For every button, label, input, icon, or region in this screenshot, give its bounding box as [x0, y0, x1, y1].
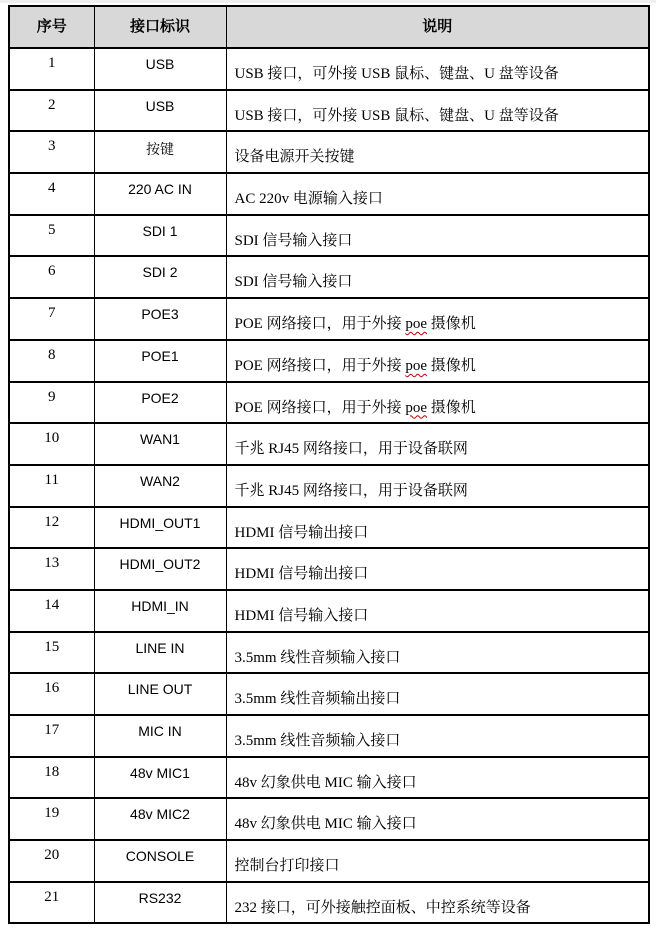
cell-no: 8 [9, 340, 94, 382]
cell-id: HDMI_OUT2 [94, 548, 226, 590]
cell-desc: SDI 信号输入接口 [226, 215, 649, 257]
cell-desc: 3.5mm 线性音频输出接口 [226, 673, 649, 715]
misspelled-word: poe [405, 399, 428, 416]
cell-no: 2 [9, 90, 94, 132]
table-row [9, 131, 649, 173]
table-row [9, 340, 649, 382]
cell-no: 4 [9, 173, 94, 215]
table-row [9, 48, 649, 90]
cell-desc: POE 网络接口，用于外接 poe 摄像机 [226, 382, 649, 424]
table-row [9, 90, 649, 132]
page-edge-strip [0, 0, 656, 3]
cell-id: USB [94, 48, 226, 90]
cell-id: POE2 [94, 382, 226, 424]
cell-id: POE1 [94, 340, 226, 382]
cell-no: 10 [9, 423, 94, 465]
table-row [9, 215, 649, 257]
cell-no: 3 [9, 131, 94, 173]
cell-id: 按键 [94, 131, 226, 173]
cell-no: 18 [9, 757, 94, 799]
cell-no: 16 [9, 673, 94, 715]
table-row [9, 673, 649, 715]
cell-id: LINE OUT [94, 673, 226, 715]
cell-desc: 48v 幻象供电 MIC 输入接口 [226, 798, 649, 840]
cell-no: 12 [9, 507, 94, 549]
table-row [9, 632, 649, 674]
cell-id: WAN2 [94, 465, 226, 507]
table-row [9, 548, 649, 590]
cell-desc: HDMI 信号输出接口 [226, 548, 649, 590]
cell-id: SDI 1 [94, 215, 226, 257]
cell-id: 48v MIC2 [94, 798, 226, 840]
table-row [9, 507, 649, 549]
cell-desc: SDI 信号输入接口 [226, 256, 649, 298]
table-body [9, 48, 649, 923]
cell-desc: POE 网络接口，用于外接 poe 摄像机 [226, 340, 649, 382]
table-row [9, 465, 649, 507]
table-row [9, 715, 649, 757]
cell-no: 19 [9, 798, 94, 840]
column-header-desc: 说明 [226, 6, 649, 48]
table-row [9, 840, 649, 882]
column-header-no: 序号 [9, 6, 94, 48]
cell-no: 5 [9, 215, 94, 257]
table-row [9, 757, 649, 799]
cell-desc: 设备电源开关按键 [226, 131, 649, 173]
cell-desc: USB 接口，可外接 USB 鼠标、键盘、U 盘等设备 [226, 48, 649, 90]
cell-desc: 3.5mm 线性音频输入接口 [226, 632, 649, 674]
table-row [9, 590, 649, 632]
cell-desc: 千兆 RJ45 网络接口，用于设备联网 [226, 465, 649, 507]
cell-no: 6 [9, 256, 94, 298]
cell-desc: 48v 幻象供电 MIC 输入接口 [226, 757, 649, 799]
cell-no: 15 [9, 632, 94, 674]
cell-desc: 千兆 RJ45 网络接口，用于设备联网 [226, 423, 649, 465]
cell-id: HDMI_OUT1 [94, 507, 226, 549]
table-row [9, 256, 649, 298]
cell-no: 17 [9, 715, 94, 757]
table-row [9, 382, 649, 424]
cell-id: MIC IN [94, 715, 226, 757]
cell-id: WAN1 [94, 423, 226, 465]
cell-desc: POE 网络接口，用于外接 poe 摄像机 [226, 298, 649, 340]
column-header-id: 接口标识 [94, 6, 226, 48]
cell-id: POE3 [94, 298, 226, 340]
cell-no: 21 [9, 882, 94, 924]
cell-desc: HDMI 信号输入接口 [226, 590, 649, 632]
cell-no: 11 [9, 465, 94, 507]
table-row [9, 298, 649, 340]
cell-id: LINE IN [94, 632, 226, 674]
table-header-row [9, 6, 649, 48]
cell-id: 220 AC IN [94, 173, 226, 215]
cell-id: 48v MIC1 [94, 757, 226, 799]
cell-id: CONSOLE [94, 840, 226, 882]
cell-desc: HDMI 信号输出接口 [226, 507, 649, 549]
table-row [9, 798, 649, 840]
cell-desc: 控制台打印接口 [226, 840, 649, 882]
cell-no: 9 [9, 382, 94, 424]
cell-id: USB [94, 90, 226, 132]
cell-no: 14 [9, 590, 94, 632]
cell-id: RS232 [94, 882, 226, 924]
cell-desc: 3.5mm 线性音频输入接口 [226, 715, 649, 757]
cell-no: 1 [9, 48, 94, 90]
interface-table [8, 5, 650, 924]
misspelled-word: poe [405, 316, 428, 333]
cell-id: SDI 2 [94, 256, 226, 298]
cell-no: 13 [9, 548, 94, 590]
table-row [9, 173, 649, 215]
cell-desc: USB 接口，可外接 USB 鼠标、键盘、U 盘等设备 [226, 90, 649, 132]
cell-id: HDMI_IN [94, 590, 226, 632]
cell-no: 7 [9, 298, 94, 340]
cell-no: 20 [9, 840, 94, 882]
cell-desc: AC 220v 电源输入接口 [226, 173, 649, 215]
cell-desc: 232 接口，可外接触控面板、中控系统等设备 [226, 882, 649, 924]
table-row [9, 423, 649, 465]
table-row [9, 882, 649, 924]
misspelled-word: poe [405, 357, 428, 374]
